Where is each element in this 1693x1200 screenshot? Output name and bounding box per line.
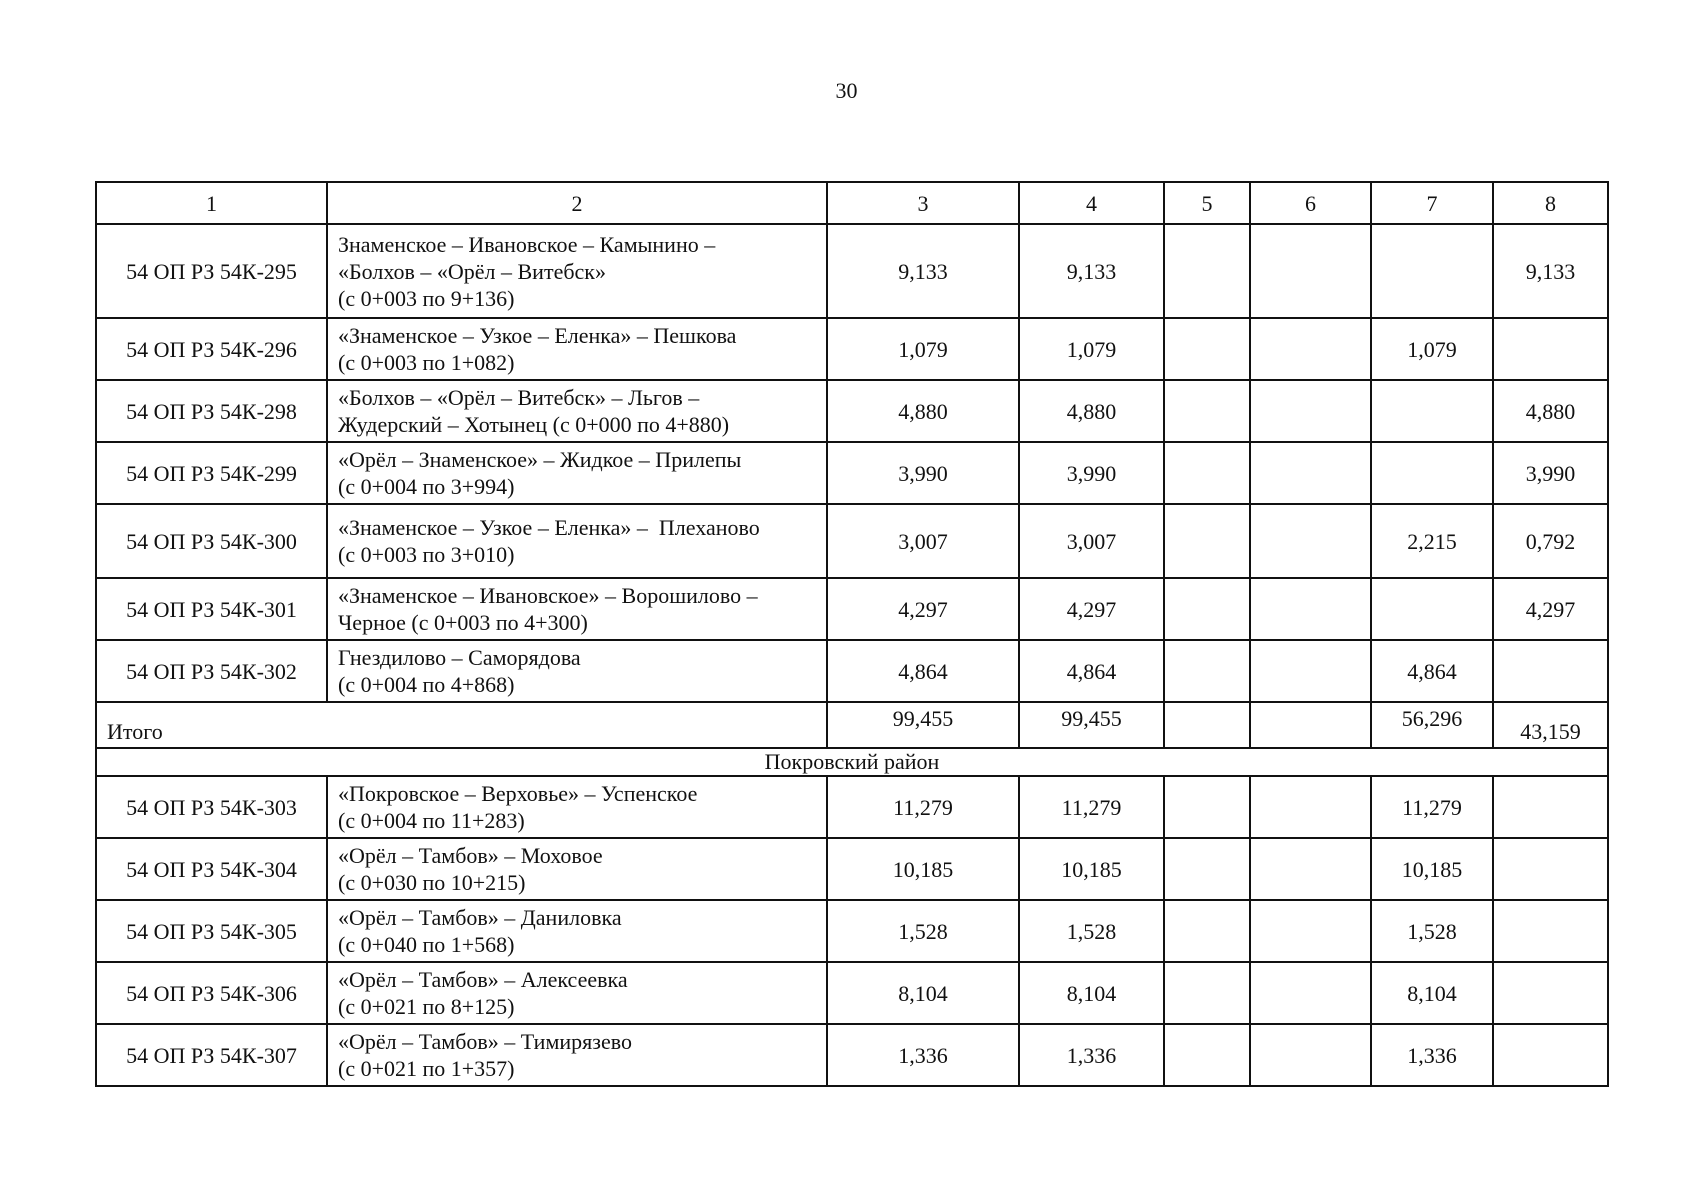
cell-col5 (1164, 1024, 1250, 1086)
cell-col6 (1250, 962, 1371, 1024)
cell-col5 (1164, 380, 1250, 442)
road-code: 54 ОП РЗ 54К-304 (96, 838, 327, 900)
cell-col5 (1164, 900, 1250, 962)
column-header: 5 (1164, 182, 1250, 224)
road-name-line: (с 0+030 по 10+215) (338, 870, 526, 895)
road-name-line: (с 0+004 по 4+868) (338, 672, 515, 697)
cell-col3: 11,279 (827, 776, 1019, 838)
total-col4: 99,455 (1019, 702, 1164, 748)
road-name (327, 224, 827, 318)
road-name-line: «Орёл – Тамбов» – Моховое (338, 843, 603, 868)
cell-col8: 3,990 (1493, 442, 1608, 504)
column-header: 7 (1371, 182, 1493, 224)
cell-col8 (1493, 1024, 1608, 1086)
table-row (96, 578, 1608, 640)
total-col3: 99,455 (827, 702, 1019, 748)
road-name (327, 640, 827, 702)
page-number: 30 (835, 78, 858, 103)
road-code: 54 ОП РЗ 54К-295 (96, 224, 327, 318)
cell-col8 (1493, 838, 1608, 900)
cell-col5 (1164, 578, 1250, 640)
cell-col7 (1371, 224, 1493, 318)
cell-col4: 1,079 (1019, 318, 1164, 380)
road-name (327, 442, 827, 504)
cell-col4: 4,864 (1019, 640, 1164, 702)
cell-col8 (1493, 318, 1608, 380)
cell-col6 (1250, 900, 1371, 962)
road-name-line: «Орёл – Тамбов» – Алексеевка (338, 967, 628, 992)
cell-col4: 1,528 (1019, 900, 1164, 962)
column-header: 1 (96, 182, 327, 224)
road-code: 54 ОП РЗ 54К-299 (96, 442, 327, 504)
cell-col7: 1,528 (1371, 900, 1493, 962)
road-name-line: (с 0+021 по 8+125) (338, 994, 515, 1019)
road-name-line: «Орёл – Знаменское» – Жидкое – Прилепы (338, 447, 742, 472)
cell-col8: 9,133 (1493, 224, 1608, 318)
road-code: 54 ОП РЗ 54К-298 (96, 380, 327, 442)
road-name (327, 962, 827, 1024)
cell-col7: 1,079 (1371, 318, 1493, 380)
cell-col5 (1164, 962, 1250, 1024)
road-name-line: Жудерский – Хотынец (с 0+000 по 4+880) (338, 412, 730, 437)
road-code: 54 ОП РЗ 54К-296 (96, 318, 327, 380)
cell-col3: 1,336 (827, 1024, 1019, 1086)
road-name (327, 838, 827, 900)
cell-col8: 4,880 (1493, 380, 1608, 442)
road-name-line: Гнездилово – Саморядова (338, 645, 581, 670)
table-row (96, 776, 1608, 838)
road-code: 54 ОП РЗ 54К-300 (96, 504, 327, 578)
cell-col5 (1164, 224, 1250, 318)
cell-col3: 1,528 (827, 900, 1019, 962)
road-name (327, 776, 827, 838)
cell-col6 (1250, 318, 1371, 380)
cell-col6 (1250, 442, 1371, 504)
cell-col4: 4,297 (1019, 578, 1164, 640)
cell-col3: 4,880 (827, 380, 1019, 442)
road-code: 54 ОП РЗ 54К-306 (96, 962, 327, 1024)
cell-col3: 4,864 (827, 640, 1019, 702)
cell-col6 (1250, 1024, 1371, 1086)
road-name-line: (с 0+003 по 1+082) (338, 350, 515, 375)
table-row (96, 224, 1608, 318)
cell-col4: 1,336 (1019, 1024, 1164, 1086)
column-header: 4 (1019, 182, 1164, 224)
cell-col5 (1164, 776, 1250, 838)
table-row (96, 962, 1608, 1024)
cell-col7: 10,185 (1371, 838, 1493, 900)
cell-col3: 3,990 (827, 442, 1019, 504)
road-name-line: «Болхов – «Орёл – Витебск» (338, 258, 606, 284)
cell-col7 (1371, 578, 1493, 640)
road-name-line: Черное (с 0+003 по 4+300) (338, 610, 588, 635)
cell-col6 (1250, 578, 1371, 640)
column-header: 6 (1250, 182, 1371, 224)
section-title: Покровский район (96, 748, 1608, 776)
cell-col4: 3,007 (1019, 504, 1164, 578)
cell-col8 (1493, 776, 1608, 838)
section-row (96, 748, 1608, 776)
cell-col6 (1250, 640, 1371, 702)
cell-col6 (1250, 504, 1371, 578)
table-row (96, 318, 1608, 380)
total-label: Итого (96, 702, 827, 748)
road-name-line: «Орёл – Тамбов» – Даниловка (338, 905, 622, 930)
cell-col5 (1164, 838, 1250, 900)
table-row (96, 442, 1608, 504)
road-name (327, 1024, 827, 1086)
cell-col7: 2,215 (1371, 504, 1493, 578)
table-row (96, 380, 1608, 442)
cell-col5 (1164, 318, 1250, 380)
cell-col3: 9,133 (827, 224, 1019, 318)
cell-col3: 10,185 (827, 838, 1019, 900)
cell-col7 (1371, 442, 1493, 504)
road-code: 54 ОП РЗ 54К-301 (96, 578, 327, 640)
total-col7: 56,296 (1371, 702, 1493, 748)
cell-col7: 8,104 (1371, 962, 1493, 1024)
cell-col5 (1164, 442, 1250, 504)
road-name (327, 504, 827, 578)
road-name-line: «Болхов – «Орёл – Витебск» – Льгов – (338, 385, 700, 410)
road-name-line: «Покровское – Верховье» – Успенское (338, 781, 698, 806)
cell-col6 (1250, 224, 1371, 318)
road-name (327, 900, 827, 962)
cell-col4: 11,279 (1019, 776, 1164, 838)
road-code: 54 ОП РЗ 54К-303 (96, 776, 327, 838)
cell-col7: 1,336 (1371, 1024, 1493, 1086)
cell-col8 (1493, 640, 1608, 702)
cell-col6 (1250, 838, 1371, 900)
cell-col5 (1164, 640, 1250, 702)
table-row (96, 838, 1608, 900)
cell-col8 (1493, 900, 1608, 962)
column-header: 3 (827, 182, 1019, 224)
road-name-line: (с 0+003 по 9+136) (338, 285, 515, 311)
road-code: 54 ОП РЗ 54К-307 (96, 1024, 327, 1086)
road-name (327, 578, 827, 640)
cell-col8: 0,792 (1493, 504, 1608, 578)
road-name-line: «Знаменское – Узкое – Еленка» – Плеханово (338, 515, 760, 540)
road-name-line: (с 0+040 по 1+568) (338, 932, 515, 957)
cell-col3: 4,297 (827, 578, 1019, 640)
cell-col3: 1,079 (827, 318, 1019, 380)
cell-col4: 8,104 (1019, 962, 1164, 1024)
cell-col7: 4,864 (1371, 640, 1493, 702)
cell-col3: 3,007 (827, 504, 1019, 578)
road-name-line: «Знаменское – Ивановское» – Ворошилово – (338, 583, 758, 608)
cell-col4: 3,990 (1019, 442, 1164, 504)
total-col8: 43,159 (1493, 702, 1608, 748)
column-header: 2 (327, 182, 827, 224)
road-code: 54 ОП РЗ 54К-305 (96, 900, 327, 962)
table-row (96, 1024, 1608, 1086)
road-name (327, 380, 827, 442)
column-header: 8 (1493, 182, 1608, 224)
cell-col6 (1250, 776, 1371, 838)
cell-col7: 11,279 (1371, 776, 1493, 838)
cell-col8: 4,297 (1493, 578, 1608, 640)
road-name-line: (с 0+021 по 1+357) (338, 1056, 515, 1081)
road-name-line: (с 0+003 по 3+010) (338, 542, 515, 567)
cell-col4: 10,185 (1019, 838, 1164, 900)
road-name-line: (с 0+004 по 3+994) (338, 474, 515, 499)
cell-col7 (1371, 380, 1493, 442)
cell-col8 (1493, 962, 1608, 1024)
road-name (327, 318, 827, 380)
table-row (96, 900, 1608, 962)
cell-col6 (1250, 380, 1371, 442)
road-code: 54 ОП РЗ 54К-302 (96, 640, 327, 702)
cell-col4: 9,133 (1019, 224, 1164, 318)
header-row (96, 182, 1608, 224)
total-col5 (1164, 702, 1250, 748)
total-col6 (1250, 702, 1371, 748)
road-name-line: «Знаменское – Узкое – Еленка» – Пешкова (338, 323, 737, 348)
total-row (96, 702, 1608, 748)
road-name-line: (с 0+004 по 11+283) (338, 808, 525, 833)
cell-col3: 8,104 (827, 962, 1019, 1024)
cell-col5 (1164, 504, 1250, 578)
cell-col4: 4,880 (1019, 380, 1164, 442)
table-row (96, 504, 1608, 578)
road-name-line: «Орёл – Тамбов» – Тимирязево (338, 1029, 632, 1054)
road-table (95, 181, 1609, 1087)
road-name-line: Знаменское – Ивановское – Камынино – (338, 231, 716, 257)
table-row (96, 640, 1608, 702)
